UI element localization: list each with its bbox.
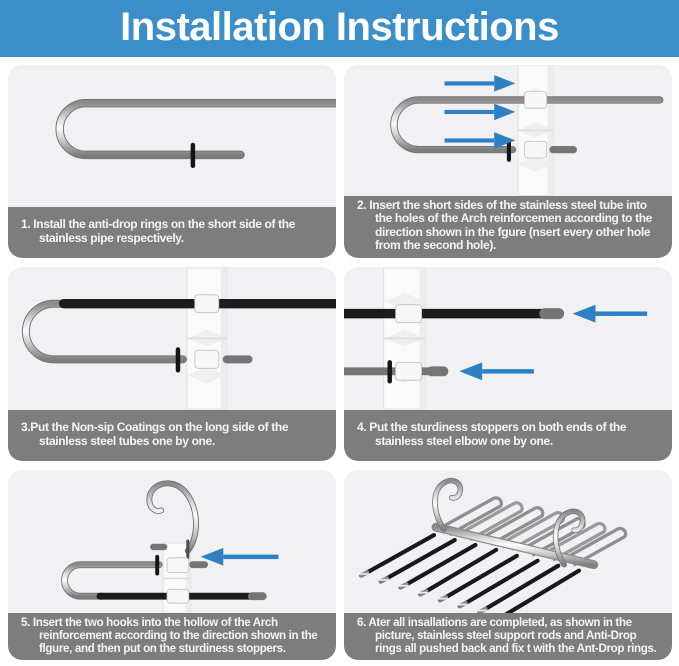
assembled-hanger-graphic — [344, 470, 672, 613]
step-5-panel — [8, 470, 336, 660]
step-1-illustration — [8, 65, 336, 207]
hook-into-arch-graphic — [8, 470, 336, 613]
step-4-illustration — [344, 267, 672, 410]
step-4-caption — [344, 410, 672, 461]
stainless-tube — [60, 103, 336, 155]
step-2-panel — [344, 65, 672, 258]
stoppers-on-ends-graphic — [344, 267, 672, 410]
arch-reinforcement-bar — [187, 268, 227, 409]
step-5-caption — [8, 613, 336, 660]
tube-into-arch-graphic — [344, 65, 672, 196]
step-4-caption-text: 4. Put the sturdiness stoppers on both ends of the stainless steel elbow one by one. — [357, 419, 627, 448]
step-3-illustration — [8, 267, 336, 410]
header-banner — [0, 0, 679, 57]
direction-arrow-right-icon — [445, 75, 516, 149]
instructions-grid — [0, 57, 679, 666]
step-2-caption — [344, 196, 672, 258]
step-2-caption-text: 2. Insert the short sides of the stainless steel tube into the holes of the Arch reinforcemen according to the direction shown in the fgure (nsert every other hole from the second hole). — [357, 197, 653, 253]
step-1-panel — [8, 65, 336, 258]
arch-reinforcement-bar — [384, 268, 426, 409]
step-6-panel — [344, 470, 672, 660]
step-6-illustration — [344, 470, 672, 613]
step-5-illustration — [8, 470, 336, 613]
step-1-caption — [8, 207, 336, 258]
step-3-panel — [8, 267, 336, 461]
coating-on-tube-graphic — [8, 267, 336, 410]
step-4-panel — [344, 267, 672, 461]
direction-arrow-left-icon — [201, 548, 279, 566]
step-3-caption-text: 3.Put the Non-sip Coatings on the long side of the stainless steel tubes one by one. — [21, 419, 289, 448]
step-6-caption — [344, 613, 672, 660]
u-tube-with-ring-graphic — [8, 65, 336, 207]
step-6-caption-text: 6. Ater all insallations are completed, as shown in the picture, stainless steel support rods and Anti-Drop rings all pushed back and fix t with the Ant-Drop rings. — [357, 616, 657, 655]
step-1-caption-text: 1. Install the anti-drop rings on the short side of the stainless pipe respectively. — [21, 216, 296, 245]
step-3-caption — [8, 410, 336, 461]
page-title: Installation Instructions — [120, 4, 559, 49]
arch-reinforcement-bar — [518, 65, 553, 196]
step-5-caption-text: 5. Insert the two hooks into the hollow of the Arch reinforcement according to the direction shown in the flgure, and then put on the sturdiness stoppers. — [21, 616, 318, 655]
step-2-illustration — [344, 65, 672, 196]
